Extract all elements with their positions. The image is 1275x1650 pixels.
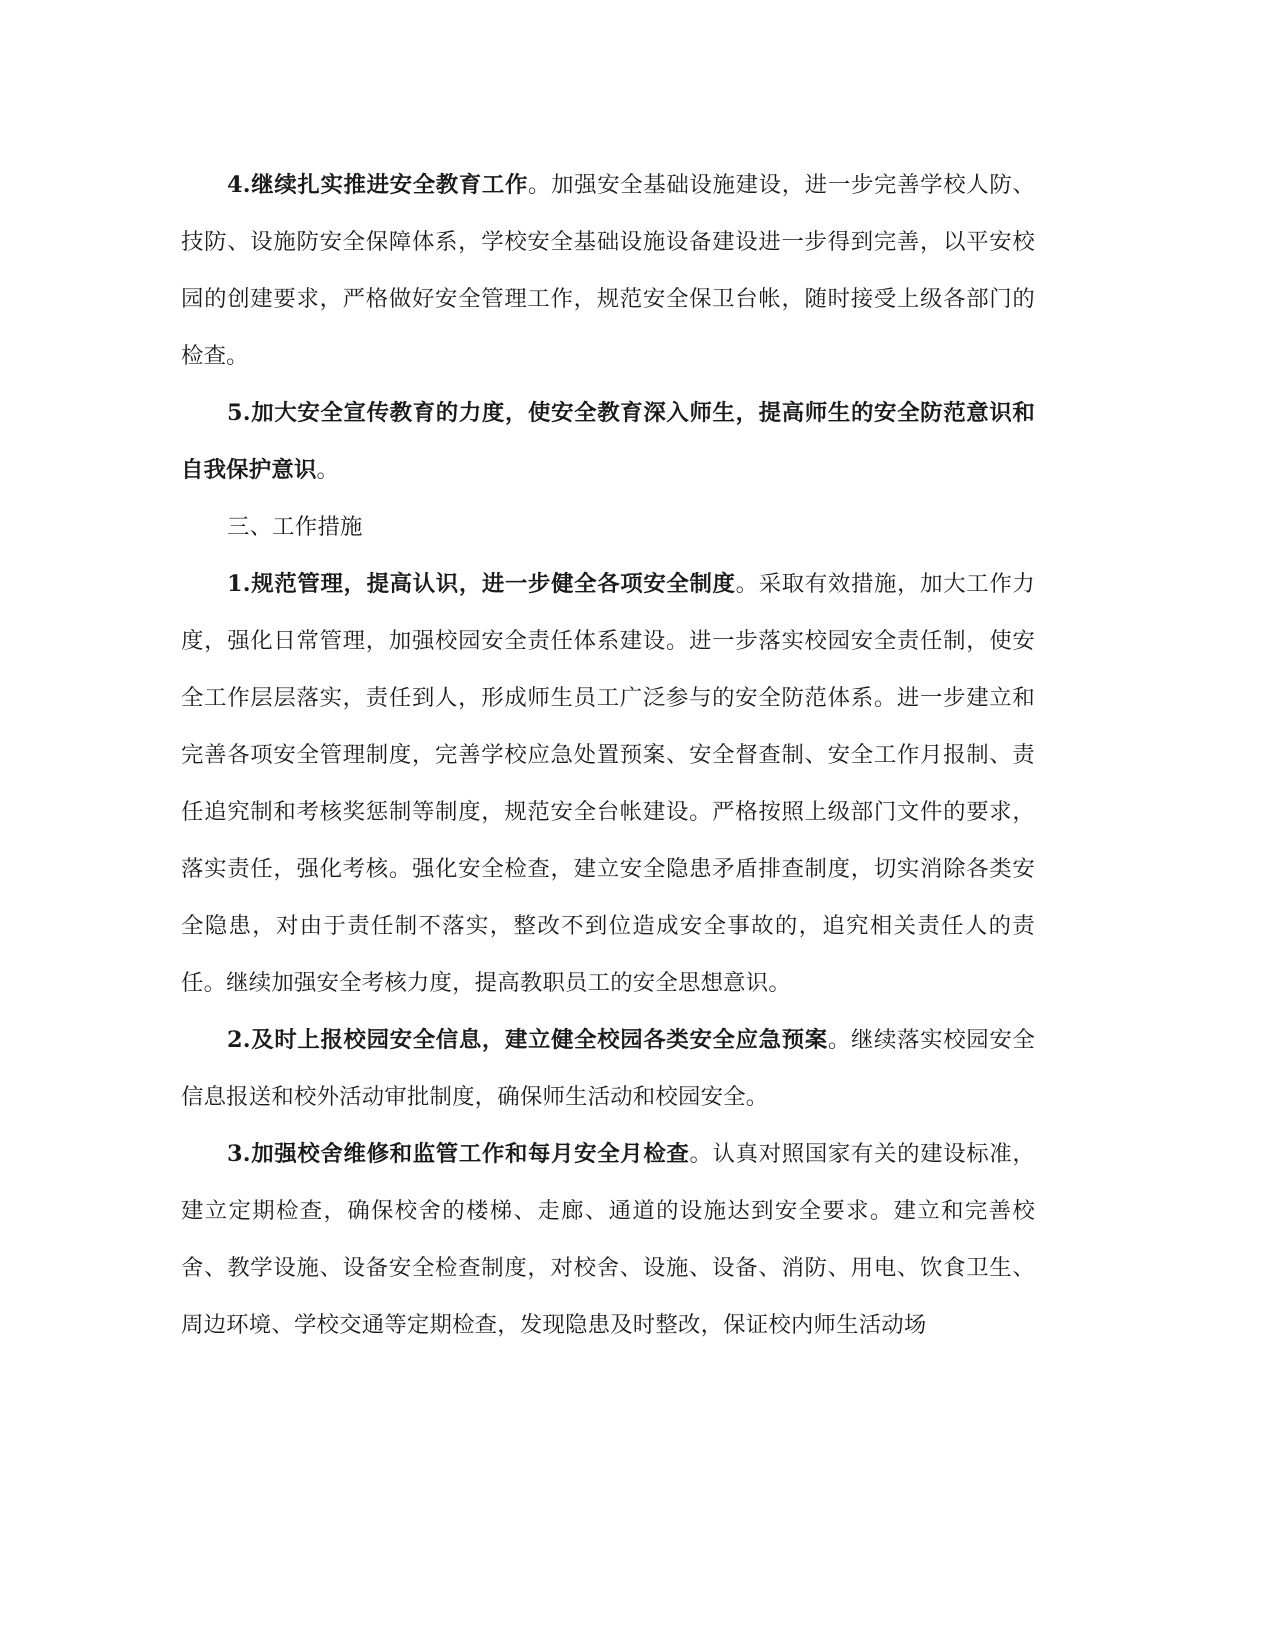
- paragraph-bold-lead: 3.加强校舍维修和监管工作和每月安全月检查: [227, 1141, 690, 1167]
- paragraph-bold-lead: 4.继续扎实推进安全教育工作: [227, 172, 529, 198]
- paragraph-body: 。认真对照国家有关的建设标准，建立定期检查，确保校舍的楼梯、走廊、通道的设施达到安全要求。建立和完善校舍、教学设施、设备安全检查制度，对校舍、设施、设备、消防、用电、饮食卫生、周边环境、学校交通等定期检查，发现隐患及时整改，保证校内师生活动场: [181, 1141, 1036, 1338]
- paragraph-body: 。采取有效措施，加大工作力度，强化日常管理，加强校园安全责任体系建设。进一步落实校园安全责任制，使安全工作层层落实，责任到人，形成师生员工广泛参与的安全防范体系。进一步建立和完善各项安全管理制度，完善学校应急处置预案、安全督查制、安全工作月报制、责任追究制和考核奖惩制等制度，规范安全台帐建设。严格按照上级部门文件的要求，落实责任，强化考核。强化安全检查，建立安全隐患矛盾排查制度，切实消除各类安全隐患，对由于责任制不落实，整改不到位造成安全事故的，追究相关责任人的责任。继续加强安全考核力度，提高教职员工的安全思想意识。: [181, 571, 1035, 996]
- paragraph-bold-lead: 2.及时上报校园安全信息，建立健全校园各类安全应急预案: [227, 1027, 828, 1053]
- paragraph-measure-1: [181, 556, 1035, 1012]
- section-heading-text: 三、工作措施: [227, 514, 363, 540]
- paragraph-bold-lead: 1.规范管理，提高认识，进一步健全各项安全制度: [227, 571, 736, 597]
- paragraph-measure-3: [181, 1126, 1035, 1354]
- paragraph-body: 。加强安全基础设施建设，进一步完善学校人防、技防、设施防安全保障体系，学校安全基础设施设备建设进一步得到完善，以平安校园的创建要求，严格做好安全管理工作，规范安全保卫台帐，随时接受上级各部门的检查。: [181, 172, 1035, 369]
- paragraph-body: 。: [316, 457, 340, 483]
- document-page: [181, 157, 1035, 1354]
- paragraph-item-5: [181, 385, 1035, 499]
- paragraph-body: 。继续落实校园安全信息报送和校外活动审批制度，确保师生活动和校园安全。: [181, 1027, 1035, 1110]
- paragraph-measure-2: [181, 1012, 1035, 1126]
- section-heading: [181, 499, 1035, 556]
- paragraph-item-4: [181, 157, 1035, 385]
- paragraph-bold-lead: 5.加大安全宣传教育的力度，使安全教育深入师生，提高师生的安全防范意识和自我保护意识: [181, 400, 1035, 483]
